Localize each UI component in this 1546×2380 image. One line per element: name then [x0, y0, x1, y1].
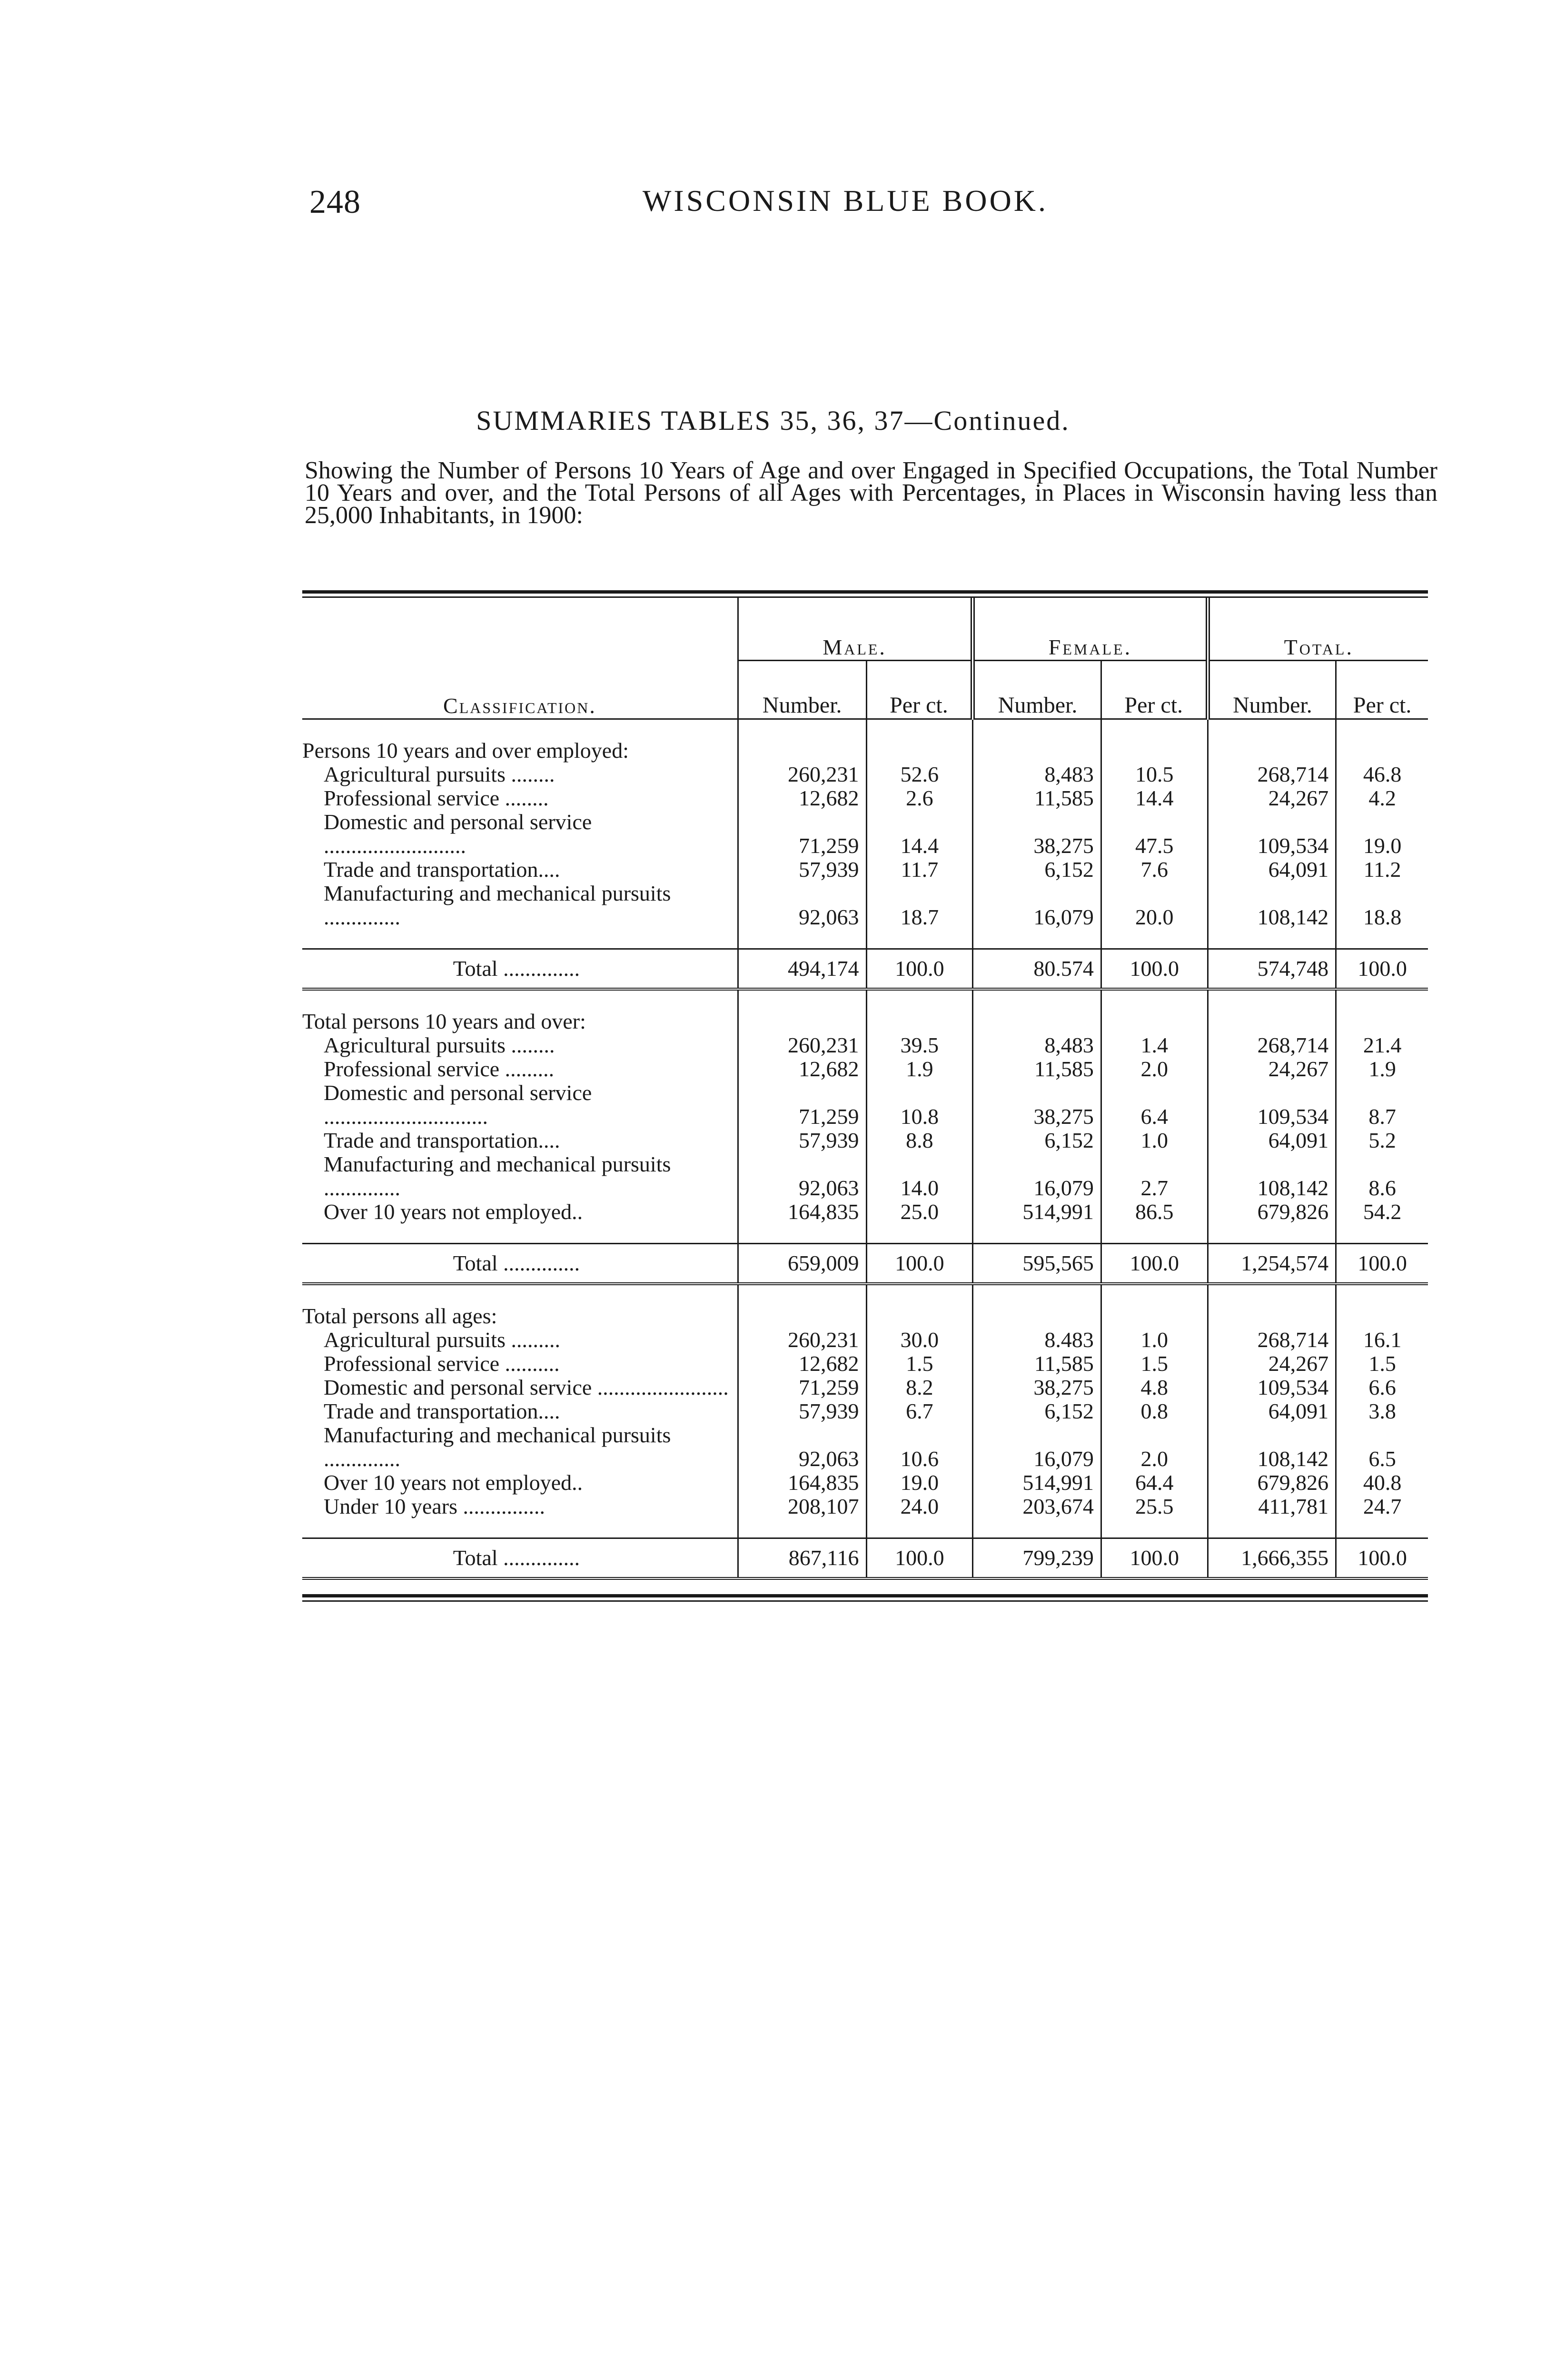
section-heading: Persons 10 years and over employed: [302, 738, 629, 763]
cell-m-pct: 10.8 [866, 1081, 973, 1129]
cell-f-num: 514,991 [973, 1471, 1101, 1495]
row-label: Trade and transportation.... [324, 1128, 560, 1152]
row-label: Domestic and personal service .............................. [324, 1081, 592, 1129]
spacer-cell [866, 1224, 973, 1244]
cell-m-pct: 39.5 [866, 1033, 973, 1057]
cell-t-num: 24,267 [1208, 1057, 1336, 1081]
cell-f-pct: 10.5 [1101, 763, 1208, 786]
classification-header: Classification. [302, 598, 738, 719]
cell-t-num: 109,534 [1208, 1376, 1336, 1399]
empty-cell [1336, 1284, 1428, 1328]
cell-f-pct: 25.5 [1101, 1495, 1208, 1518]
section-heading-row [302, 719, 1428, 763]
total-m-pct: 100.0 [866, 949, 973, 990]
row-label: Over 10 years not employed.. [324, 1470, 583, 1495]
total-f-num: 799,239 [973, 1538, 1101, 1579]
cell-f-num: 6,152 [973, 1399, 1101, 1423]
cell-m-pct: 2.6 [866, 786, 973, 810]
spacer-cell [866, 1518, 973, 1538]
cell-m-pct: 11.7 [866, 858, 973, 882]
row-label: Agricultural pursuits ......... [324, 1328, 560, 1352]
cell-f-num: 514,991 [973, 1200, 1101, 1224]
empty-cell [738, 1284, 866, 1328]
cell-m-pct: 24.0 [866, 1495, 973, 1518]
cell-t-pct: 4.2 [1336, 786, 1428, 810]
male-pct-header: Per ct. [866, 661, 973, 719]
cell-m-pct: 8.8 [866, 1129, 973, 1152]
cell-f-pct: 0.8 [1101, 1399, 1208, 1423]
total-t-num: 1,666,355 [1208, 1538, 1336, 1579]
row-label: Trade and transportation.... [324, 857, 560, 882]
total-f-pct: 100.0 [1101, 1538, 1208, 1579]
row-label: Agricultural pursuits ........ [324, 762, 555, 786]
spacer-cell [1336, 929, 1428, 949]
cell-t-num: 268,714 [1208, 1328, 1336, 1352]
row-label: Manufacturing and mechanical pursuits .............. [324, 1152, 671, 1200]
spacer-cell [1336, 1224, 1428, 1244]
cell-t-pct: 16.1 [1336, 1328, 1428, 1352]
total-t-pct: 100.0 [1336, 1244, 1428, 1284]
table-row [302, 786, 1428, 810]
spacer-row [302, 1518, 1428, 1538]
cell-t-num: 268,714 [1208, 1033, 1336, 1057]
cell-m-num: 12,682 [738, 1352, 866, 1376]
empty-cell [866, 1284, 973, 1328]
cell-m-pct: 1.9 [866, 1057, 973, 1081]
table-title: SUMMARIES TABLES 35, 36, 37—Continued. [476, 405, 1070, 436]
table-row [302, 858, 1428, 882]
running-head: WISCONSIN BLUE BOOK. [643, 184, 1048, 218]
cell-t-num: 679,826 [1208, 1471, 1336, 1495]
table-row [302, 763, 1428, 786]
empty-cell [866, 989, 973, 1033]
spacer-cell [302, 929, 738, 949]
cell-f-pct: 86.5 [1101, 1200, 1208, 1224]
cell-f-pct: 20.0 [1101, 882, 1208, 929]
spacer-cell [973, 1224, 1101, 1244]
row-label: Domestic and personal service ........................ [324, 1375, 729, 1399]
bottom-rule [302, 1594, 1428, 1602]
cell-f-num: 203,674 [973, 1495, 1101, 1518]
cell-t-pct: 6.6 [1336, 1376, 1428, 1399]
cell-f-pct: 2.0 [1101, 1057, 1208, 1081]
cell-f-num: 11,585 [973, 786, 1101, 810]
cell-m-num: 164,835 [738, 1200, 866, 1224]
cell-m-pct: 10.6 [866, 1423, 973, 1471]
spacer-cell [1101, 929, 1208, 949]
total-t-pct: 100.0 [1336, 949, 1428, 990]
total-t-num: 574,748 [1208, 949, 1336, 990]
cell-f-pct: 2.0 [1101, 1423, 1208, 1471]
row-label: Professional service ........ [324, 786, 549, 810]
spacer-cell [302, 1224, 738, 1244]
cell-t-pct: 21.4 [1336, 1033, 1428, 1057]
cell-m-num: 71,259 [738, 1376, 866, 1399]
cell-t-num: 268,714 [1208, 763, 1336, 786]
total-f-num: 595,565 [973, 1244, 1101, 1284]
female-pct-header: Per ct. [1101, 661, 1208, 719]
spacer-cell [1208, 929, 1336, 949]
empty-cell [973, 1284, 1101, 1328]
spacer-cell [1336, 1518, 1428, 1538]
empty-cell [1101, 989, 1208, 1033]
table-row [302, 1081, 1428, 1129]
spacer-cell [1208, 1224, 1336, 1244]
cell-m-num: 92,063 [738, 1152, 866, 1200]
spacer-cell [1208, 1518, 1336, 1538]
cell-t-num: 108,142 [1208, 1152, 1336, 1200]
spacer-row [302, 1224, 1428, 1244]
total-f-pct: 100.0 [1101, 949, 1208, 990]
empty-cell [1101, 1284, 1208, 1328]
total-label: Total .............. [302, 1538, 738, 1579]
total-label: Total .............. [302, 949, 738, 990]
cell-t-num: 109,534 [1208, 810, 1336, 858]
total-row [302, 1538, 1428, 1579]
cell-f-num: 38,275 [973, 1081, 1101, 1129]
cell-t-pct: 18.8 [1336, 882, 1428, 929]
cell-t-num: 411,781 [1208, 1495, 1336, 1518]
cell-t-num: 64,091 [1208, 858, 1336, 882]
total-f-num: 80.574 [973, 949, 1101, 990]
cell-t-pct: 54.2 [1336, 1200, 1428, 1224]
section-heading: Total persons 10 years and over: [302, 1009, 586, 1033]
cell-f-pct: 14.4 [1101, 786, 1208, 810]
cell-t-num: 24,267 [1208, 786, 1336, 810]
cell-m-pct: 52.6 [866, 763, 973, 786]
row-label: Professional service ......... [324, 1057, 555, 1081]
row-label: Domestic and personal service .......................... [324, 810, 592, 858]
cell-f-num: 8,483 [973, 1033, 1101, 1057]
row-label: Manufacturing and mechanical pursuits .............. [324, 1423, 671, 1471]
cell-t-pct: 8.6 [1336, 1152, 1428, 1200]
table-row [302, 810, 1428, 858]
top-rule [302, 590, 1428, 598]
cell-m-pct: 8.2 [866, 1376, 973, 1399]
cell-m-pct: 14.0 [866, 1152, 973, 1200]
row-label: Agricultural pursuits ........ [324, 1033, 555, 1057]
table-description: Showing the Number of Persons 10 Years of Age and over Engaged in Specified Occupations, the Total Number 10 Years and over, and the Total Persons of all Ages with Percentages, in Places in Wisconsin having less than 25,000 Inhabitants, in 1900: [305, 457, 1437, 529]
table-row [302, 1057, 1428, 1081]
table-row [302, 1033, 1428, 1057]
cell-m-num: 260,231 [738, 763, 866, 786]
cell-t-pct: 6.5 [1336, 1423, 1428, 1471]
cell-m-num: 71,259 [738, 810, 866, 858]
cell-m-num: 71,259 [738, 1081, 866, 1129]
total-t-num: 1,254,574 [1208, 1244, 1336, 1284]
cell-t-pct: 40.8 [1336, 1471, 1428, 1495]
cell-m-num: 260,231 [738, 1328, 866, 1352]
cell-f-pct: 1.0 [1101, 1129, 1208, 1152]
spacer-cell [1101, 1518, 1208, 1538]
spacer-cell [973, 1518, 1101, 1538]
cell-t-pct: 1.9 [1336, 1057, 1428, 1081]
table-row [302, 1471, 1428, 1495]
cell-m-num: 57,939 [738, 858, 866, 882]
cell-t-pct: 24.7 [1336, 1495, 1428, 1518]
cell-m-num: 57,939 [738, 1129, 866, 1152]
table-row [302, 1495, 1428, 1518]
section-heading-row [302, 989, 1428, 1033]
table-row [302, 1200, 1428, 1224]
total-label: Total .............. [302, 1244, 738, 1284]
empty-cell [738, 719, 866, 763]
cell-t-num: 109,534 [1208, 1081, 1336, 1129]
cell-f-pct: 1.4 [1101, 1033, 1208, 1057]
cell-m-num: 92,063 [738, 882, 866, 929]
total-f-pct: 100.0 [1101, 1244, 1208, 1284]
empty-cell [738, 989, 866, 1033]
empty-cell [1336, 989, 1428, 1033]
row-label: Manufacturing and mechanical pursuits .............. [324, 881, 671, 929]
total-pct-header: Per ct. [1336, 661, 1428, 719]
male-number-header: Number. [738, 661, 866, 719]
table-row [302, 1399, 1428, 1423]
cell-f-pct: 47.5 [1101, 810, 1208, 858]
spacer-cell [866, 929, 973, 949]
cell-f-pct: 2.7 [1101, 1152, 1208, 1200]
cell-m-num: 92,063 [738, 1423, 866, 1471]
table-row [302, 1352, 1428, 1376]
page-number: 248 [309, 184, 361, 220]
cell-f-num: 6,152 [973, 1129, 1101, 1152]
cell-m-pct: 1.5 [866, 1352, 973, 1376]
cell-m-num: 164,835 [738, 1471, 866, 1495]
total-row [302, 949, 1428, 990]
section-heading: Total persons all ages: [302, 1304, 497, 1328]
page-header [309, 183, 1428, 226]
cell-t-pct: 3.8 [1336, 1399, 1428, 1423]
spacer-cell [738, 929, 866, 949]
cell-t-pct: 1.5 [1336, 1352, 1428, 1376]
cell-f-num: 16,079 [973, 882, 1101, 929]
cell-m-pct: 30.0 [866, 1328, 973, 1352]
cell-f-num: 8.483 [973, 1328, 1101, 1352]
total-t-pct: 100.0 [1336, 1538, 1428, 1579]
section-heading-row [302, 1284, 1428, 1328]
cell-f-pct: 7.6 [1101, 858, 1208, 882]
spacer-cell [1101, 1224, 1208, 1244]
cell-t-pct: 19.0 [1336, 810, 1428, 858]
spacer-cell [738, 1224, 866, 1244]
table-row [302, 1376, 1428, 1399]
cell-f-num: 38,275 [973, 810, 1101, 858]
cell-m-num: 57,939 [738, 1399, 866, 1423]
summary-table-wrap [302, 590, 1428, 1602]
total-m-pct: 100.0 [866, 1538, 973, 1579]
empty-cell [866, 719, 973, 763]
spacer-cell [973, 929, 1101, 949]
total-m-pct: 100.0 [866, 1244, 973, 1284]
cell-f-pct: 1.5 [1101, 1352, 1208, 1376]
female-header: Female. [973, 598, 1208, 661]
male-header: Male. [738, 598, 972, 661]
cell-m-pct: 14.4 [866, 810, 973, 858]
cell-m-pct: 25.0 [866, 1200, 973, 1224]
cell-m-pct: 19.0 [866, 1471, 973, 1495]
table-row [302, 1152, 1428, 1200]
cell-t-num: 64,091 [1208, 1129, 1336, 1152]
table-row [302, 1129, 1428, 1152]
cell-t-num: 679,826 [1208, 1200, 1336, 1224]
empty-cell [973, 719, 1101, 763]
total-m-num: 659,009 [738, 1244, 866, 1284]
empty-cell [1208, 719, 1336, 763]
cell-m-num: 12,682 [738, 786, 866, 810]
cell-t-num: 108,142 [1208, 1423, 1336, 1471]
cell-t-pct: 46.8 [1336, 763, 1428, 786]
female-number-header: Number. [973, 661, 1101, 719]
row-label: Under 10 years ............... [324, 1494, 545, 1518]
empty-cell [1101, 719, 1208, 763]
total-m-num: 867,116 [738, 1538, 866, 1579]
empty-cell [1336, 719, 1428, 763]
summary-table [302, 598, 1428, 1580]
cell-t-pct: 5.2 [1336, 1129, 1428, 1152]
cell-f-pct: 6.4 [1101, 1081, 1208, 1129]
cell-f-num: 8,483 [973, 763, 1101, 786]
cell-m-num: 12,682 [738, 1057, 866, 1081]
cell-t-num: 24,267 [1208, 1352, 1336, 1376]
cell-m-num: 260,231 [738, 1033, 866, 1057]
table-row [302, 882, 1428, 929]
cell-f-pct: 64.4 [1101, 1471, 1208, 1495]
cell-t-num: 108,142 [1208, 882, 1336, 929]
table-body [302, 719, 1428, 1579]
cell-m-num: 208,107 [738, 1495, 866, 1518]
total-header: Total. [1208, 598, 1428, 661]
cell-f-num: 16,079 [973, 1423, 1101, 1471]
spacer-cell [738, 1518, 866, 1538]
row-label: Over 10 years not employed.. [324, 1200, 583, 1224]
total-number-header: Number. [1208, 661, 1336, 719]
total-m-num: 494,174 [738, 949, 866, 990]
row-label: Professional service .......... [324, 1351, 560, 1376]
spacer-cell [302, 1518, 738, 1538]
cell-f-num: 11,585 [973, 1352, 1101, 1376]
cell-f-num: 11,585 [973, 1057, 1101, 1081]
cell-f-pct: 1.0 [1101, 1328, 1208, 1352]
cell-f-num: 16,079 [973, 1152, 1101, 1200]
cell-t-pct: 8.7 [1336, 1081, 1428, 1129]
cell-m-pct: 6.7 [866, 1399, 973, 1423]
cell-t-pct: 11.2 [1336, 858, 1428, 882]
spacer-row [302, 929, 1428, 949]
total-row [302, 1244, 1428, 1284]
cell-f-num: 6,152 [973, 858, 1101, 882]
cell-f-pct: 4.8 [1101, 1376, 1208, 1399]
empty-cell [1208, 989, 1336, 1033]
row-label: Trade and transportation.... [324, 1399, 560, 1423]
cell-t-num: 64,091 [1208, 1399, 1336, 1423]
table-row [302, 1423, 1428, 1471]
table-row [302, 1328, 1428, 1352]
cell-m-pct: 18.7 [866, 882, 973, 929]
cell-f-num: 38,275 [973, 1376, 1101, 1399]
empty-cell [1208, 1284, 1336, 1328]
empty-cell [973, 989, 1101, 1033]
